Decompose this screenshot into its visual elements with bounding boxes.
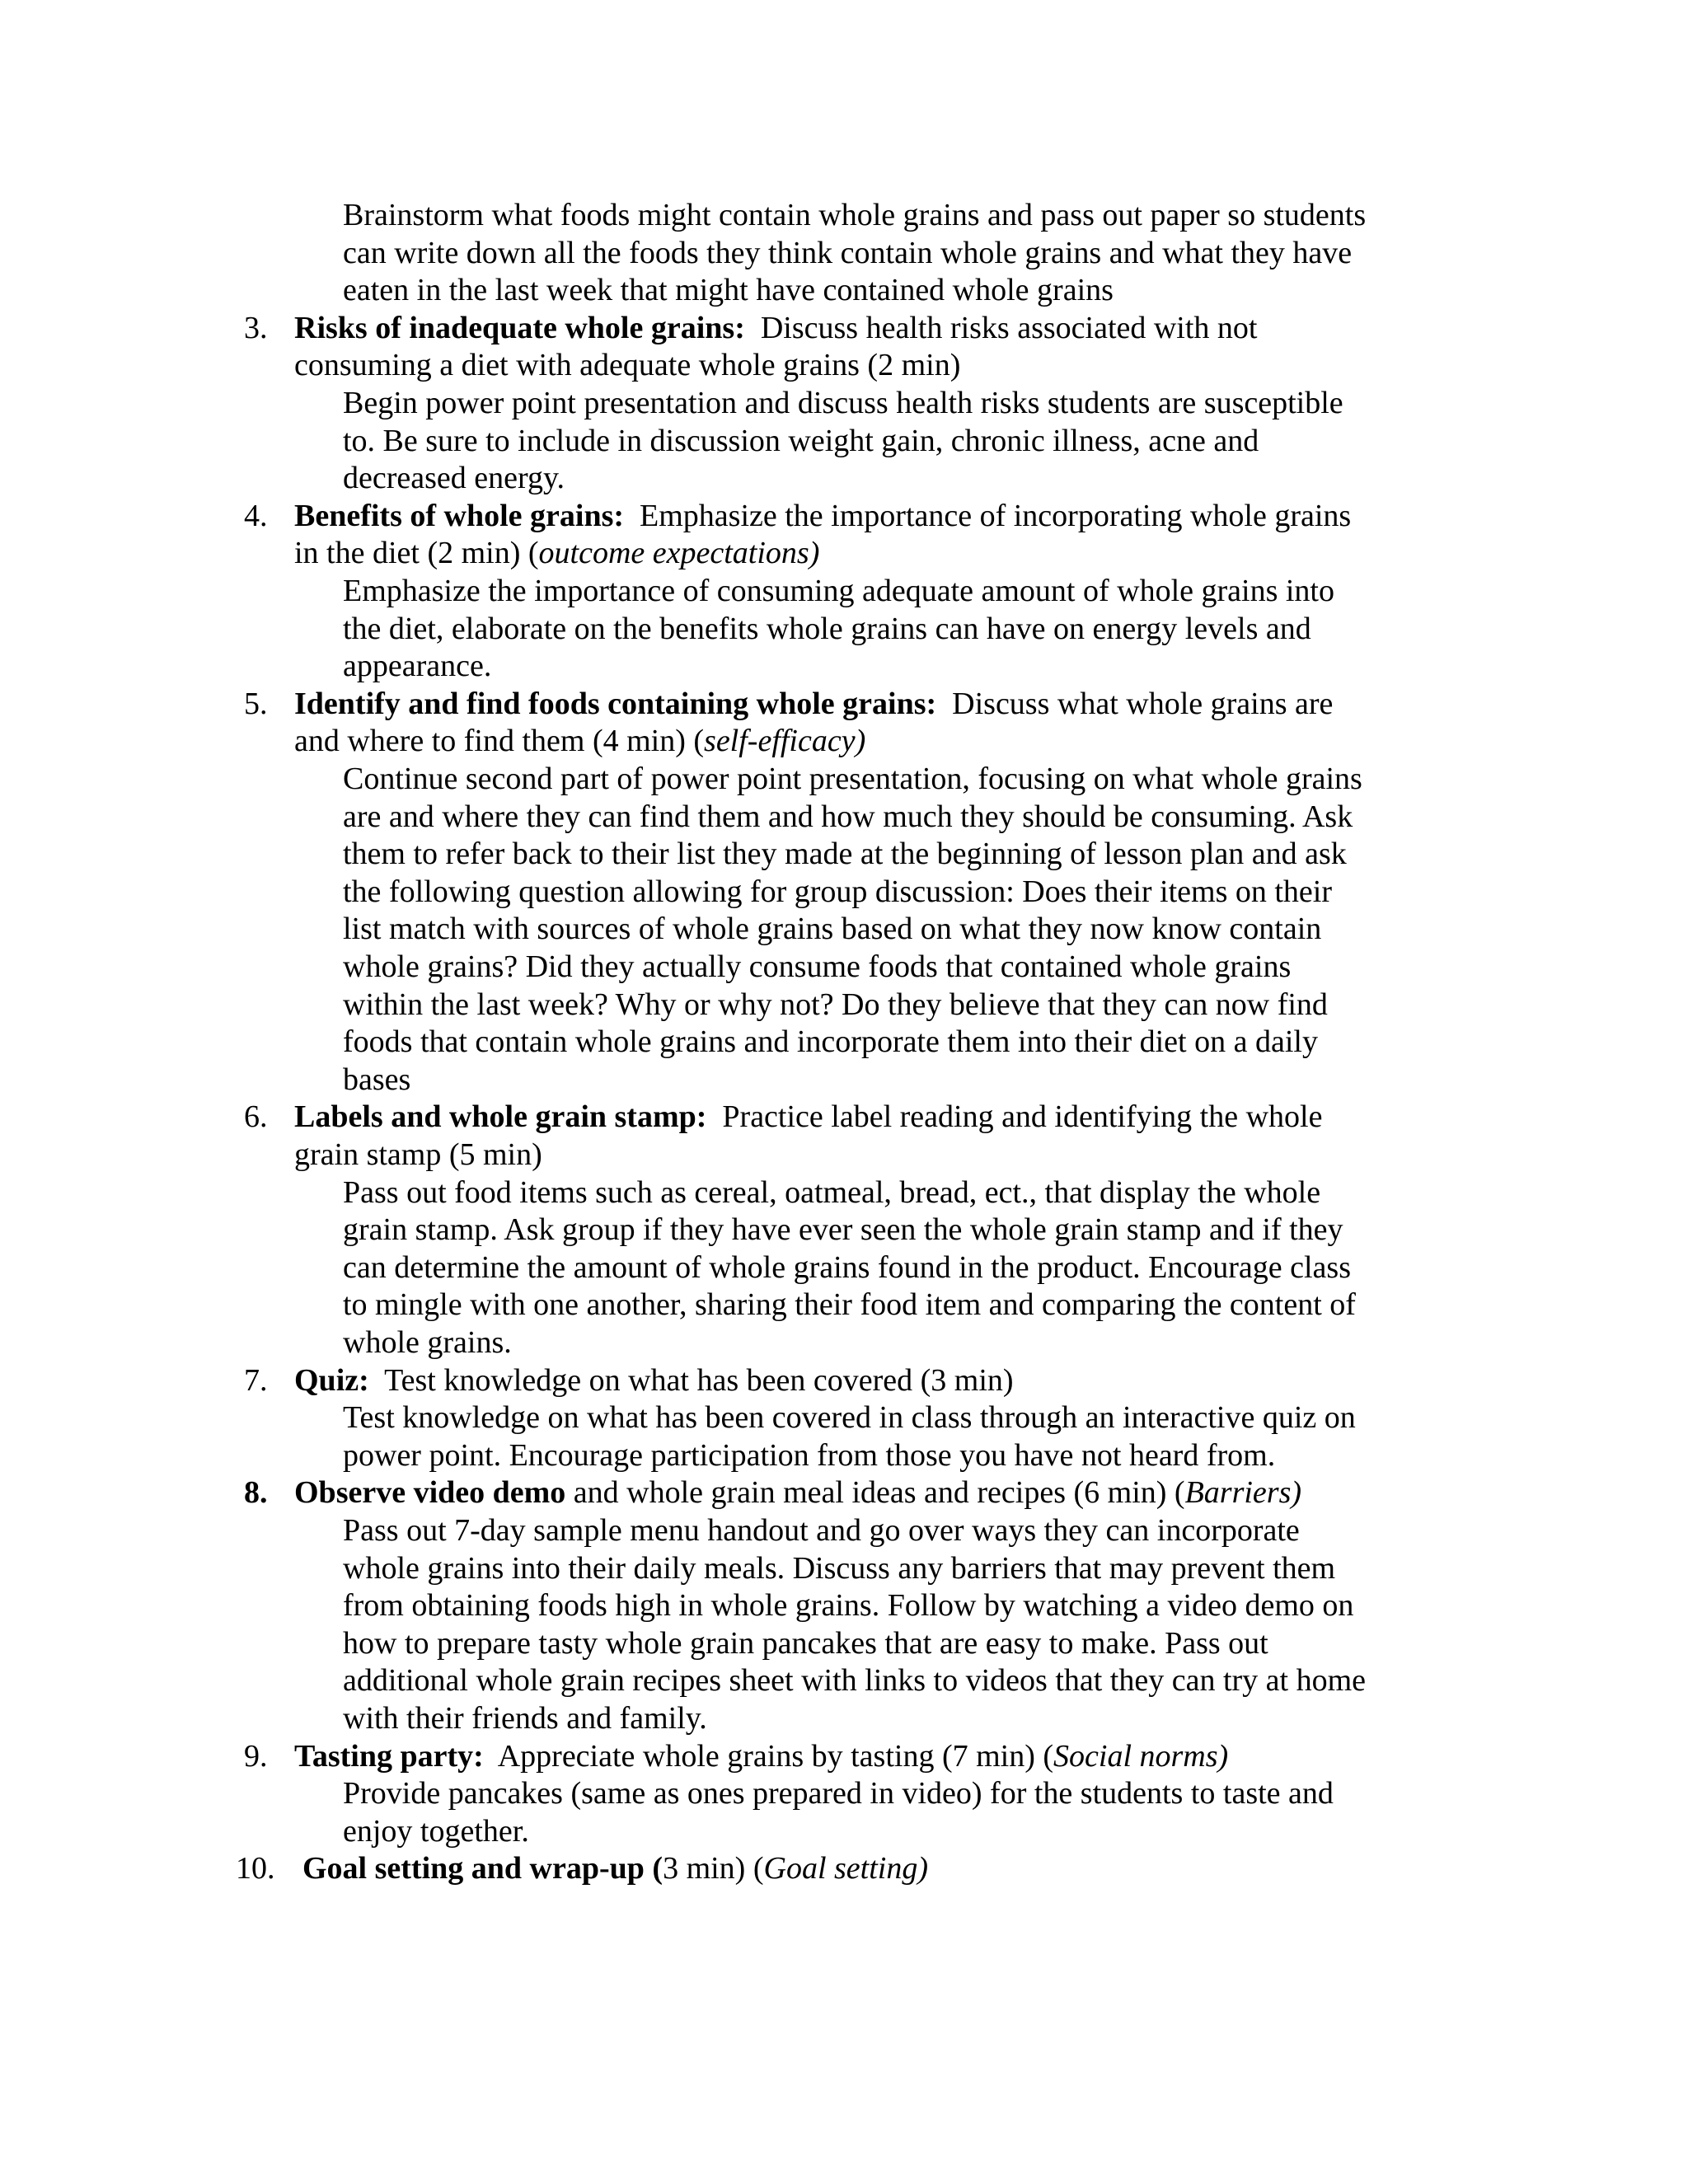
- item-heading-line: [244, 685, 1334, 723]
- item-number: 3.: [244, 310, 268, 345]
- item-title: Tasting party:: [294, 1738, 484, 1774]
- item-number: 4.: [244, 498, 268, 533]
- item-number: 7.: [244, 1362, 268, 1398]
- item-number: 8.: [244, 1475, 268, 1511]
- item-detail-line: Test knowledge on what has been covered in class through an interactive quiz on: [343, 1400, 1356, 1436]
- item-detail-line: to. Be sure to include in discussion weight gain, chronic illness, acne and: [343, 423, 1259, 458]
- item-title: Risks of inadequate whole grains:: [294, 310, 745, 345]
- item-construct: Barriers): [1184, 1475, 1302, 1511]
- item-heading-text: Practice label reading and identifying the whole: [706, 1099, 1323, 1135]
- item-heading-line: [294, 346, 960, 384]
- item-heading-text: Discuss what whole grains are: [936, 686, 1334, 721]
- item-title: Benefits of whole grains:: [294, 498, 625, 533]
- item-detail-line: Pass out food items such as cereal, oatmeal, bread, ect., that display the whole: [343, 1174, 1321, 1210]
- item-detail-line: decreased energy.: [343, 461, 565, 496]
- item-detail-line: appearance.: [343, 649, 492, 684]
- item-detail-line: whole grains.: [343, 1325, 512, 1360]
- item-heading-text: grain stamp (5 min): [294, 1137, 542, 1172]
- intro-line: can write down all the foods they think contain whole grains and what they have: [343, 235, 1353, 270]
- item-detail-line: additional whole grain recipes sheet with links to videos that they can try at home: [343, 1663, 1367, 1699]
- item-detail-line: Provide pancakes (same as ones prepared in video) for the students to taste and: [343, 1776, 1334, 1811]
- item-detail-line: the diet, elaborate on the benefits whole grains can have on energy levels and: [343, 611, 1311, 646]
- item-heading-text: in the diet (2 min) (: [294, 536, 539, 571]
- item-number: 6.: [244, 1099, 268, 1135]
- item-heading-text: Appreciate whole grains by tasting (7 min) (: [483, 1738, 1054, 1774]
- item-heading-text: 3 min) (: [663, 1851, 764, 1886]
- item-detail-line: power point. Encourage participation from those you have not heard from.: [343, 1437, 1276, 1473]
- item-detail-line: list match with sources of whole grains based on what they now know contain: [343, 912, 1322, 947]
- item-title: Identify and find foods containing whole grains:: [294, 686, 937, 721]
- item-heading-text: Discuss health risks associated with not: [744, 310, 1258, 345]
- item-detail-line: how to prepare tasty whole grain pancakes that are easy to make. Pass out: [343, 1625, 1268, 1661]
- item-construct: Goal setting): [763, 1851, 928, 1886]
- item-title: Quiz:: [294, 1362, 369, 1398]
- item-heading-text: consuming a diet with adequate whole grains (2 min): [294, 348, 961, 383]
- item-detail-line: them to refer back to their list they made at the beginning of lesson plan and ask: [343, 837, 1347, 872]
- item-heading-text: and whole grain meal ideas and recipes (6 min) (: [565, 1475, 1185, 1511]
- item-detail-line: from obtaining foods high in whole grains. Follow by watching a video demo on: [343, 1588, 1354, 1624]
- item-heading-text: Test knowledge on what has been covered (3 min): [368, 1362, 1014, 1398]
- item-detail-line: Begin power point presentation and discuss health risks students are susceptible: [343, 386, 1343, 420]
- item-heading-line: [294, 1136, 542, 1174]
- item-detail-line: can determine the amount of whole grains found in the product. Encourage class: [343, 1249, 1351, 1285]
- item-detail-line: within the last week? Why or why not? Do they believe that they can now find: [343, 987, 1328, 1022]
- item-detail-line: to mingle with one another, sharing their food item and comparing the content of: [343, 1287, 1356, 1323]
- item-heading-line: [244, 309, 1258, 347]
- item-number: 9.: [244, 1738, 268, 1774]
- item-number: 10.: [236, 1851, 275, 1886]
- item-title: Observe video demo: [294, 1475, 566, 1511]
- item-heading-line: [244, 497, 1352, 535]
- item-heading-line: [294, 722, 865, 760]
- item-detail-line: whole grains? Did they actually consume foods that contained whole grains: [343, 949, 1292, 984]
- item-detail-line: enjoy together.: [343, 1813, 529, 1849]
- intro-line: eaten in the last week that might have contained whole grains: [343, 273, 1114, 308]
- item-heading-line: [244, 1361, 1014, 1399]
- item-detail-line: Emphasize the importance of consuming adequate amount of whole grains into: [343, 574, 1334, 608]
- item-heading-line: [244, 1474, 1302, 1511]
- intro-line: Brainstorm what foods might contain whole grains and pass out paper so students: [343, 198, 1367, 232]
- item-construct: outcome expectations): [538, 536, 820, 571]
- item-construct: self-efficacy): [704, 724, 866, 759]
- item-heading-line: [236, 1849, 928, 1887]
- item-detail-line: Continue second part of power point presentation, focusing on what whole grains: [343, 762, 1362, 796]
- item-heading-text: and where to find them (4 min) (: [294, 724, 705, 759]
- item-number: 5.: [244, 686, 268, 721]
- item-title: Goal setting and wrap-up (: [302, 1851, 663, 1886]
- item-heading-line: [294, 534, 819, 572]
- item-detail-line: foods that contain whole grains and incorporate them into their diet on a daily: [343, 1024, 1318, 1060]
- item-detail-line: are and where they can find them and how much they should be consuming. Ask: [343, 799, 1353, 834]
- item-detail-line: bases: [343, 1062, 411, 1097]
- item-heading-line: [244, 1737, 1229, 1775]
- item-heading-text: Emphasize the importance of incorporating whole grains: [624, 498, 1352, 533]
- item-detail-line: the following question allowing for group discussion: Does their items on their: [343, 874, 1333, 909]
- item-detail-line: with their friends and family.: [343, 1701, 707, 1736]
- item-heading-line: [244, 1098, 1323, 1136]
- item-title: Labels and whole grain stamp:: [294, 1099, 707, 1135]
- item-detail-line: whole grains into their daily meals. Discuss any barriers that may prevent them: [343, 1550, 1336, 1586]
- item-construct: Social norms): [1053, 1738, 1229, 1774]
- item-detail-line: Pass out 7-day sample menu handout and go over ways they can incorporate: [343, 1513, 1300, 1548]
- item-detail-line: grain stamp. Ask group if they have ever seen the whole grain stamp and if they: [343, 1212, 1343, 1248]
